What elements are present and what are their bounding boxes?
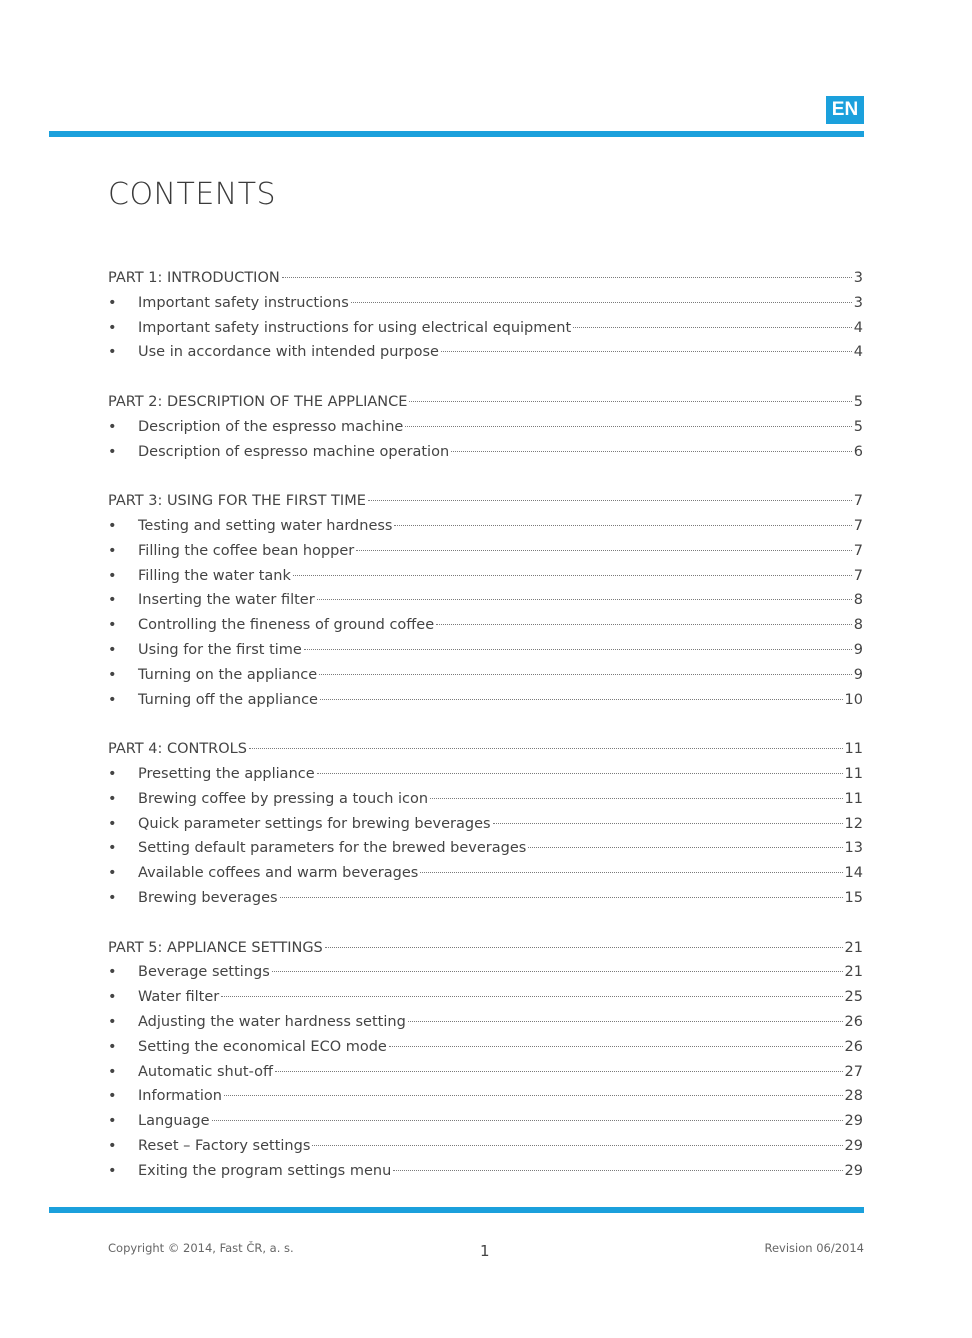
toc-entry[interactable] — [108, 812, 863, 837]
dot-leader — [393, 1170, 842, 1171]
dot-leader — [312, 1145, 842, 1146]
page-number: 26 — [844, 1013, 863, 1030]
entry-label: Testing and setting water hardness — [138, 517, 393, 534]
bullet-icon: • — [108, 517, 117, 534]
dot-leader — [325, 947, 843, 948]
page-number: 28 — [844, 1088, 863, 1105]
toc-part-heading[interactable] — [108, 936, 863, 961]
entry-label: Exiting the program settings menu — [138, 1162, 392, 1179]
toc-entry[interactable] — [108, 316, 863, 341]
footer-copyright: Copyright © 2014, Fast ČR, a. s. — [108, 1241, 294, 1255]
toc-entry[interactable] — [108, 1060, 863, 1085]
toc-part-heading[interactable] — [108, 266, 863, 291]
entry-label: Quick parameter settings for brewing beverages — [138, 815, 491, 832]
dot-leader — [493, 823, 843, 824]
dot-leader — [430, 798, 842, 799]
toc-entry[interactable] — [108, 613, 863, 638]
bullet-icon: • — [108, 1088, 117, 1105]
dot-leader — [441, 351, 852, 352]
bullet-icon: • — [108, 344, 117, 361]
page-number: 3 — [853, 294, 863, 311]
bullet-icon: • — [108, 617, 117, 634]
entry-label: Filling the water tank — [138, 567, 291, 584]
dot-leader — [293, 575, 852, 576]
toc-entry[interactable] — [108, 836, 863, 861]
dot-leader — [280, 897, 843, 898]
toc-entry[interactable] — [108, 588, 863, 613]
toc-entry[interactable] — [108, 688, 863, 713]
bullet-icon: • — [108, 567, 117, 584]
toc-entry[interactable] — [108, 539, 863, 564]
language-badge: EN — [826, 96, 864, 124]
toc-entry[interactable] — [108, 638, 863, 663]
footer-rule — [49, 1207, 864, 1213]
bullet-icon: • — [108, 1038, 117, 1055]
dot-leader — [275, 1071, 843, 1072]
page-number: 5 — [853, 393, 863, 410]
toc-entry[interactable] — [108, 985, 863, 1010]
toc-section — [108, 390, 863, 464]
toc-part-heading[interactable] — [108, 737, 863, 762]
page-number: 7 — [853, 567, 863, 584]
page-number: 27 — [844, 1063, 863, 1080]
bullet-icon: • — [108, 865, 117, 882]
entry-label: Setting the economical ECO mode — [138, 1038, 387, 1055]
page-title: CONTENTS — [108, 177, 277, 212]
entry-label: Using for the first time — [138, 641, 302, 658]
page-number: 7 — [853, 493, 863, 510]
part-heading-label: PART 3: USING FOR THE FIRST TIME — [108, 493, 366, 510]
entry-label: Filling the coffee bean hopper — [138, 542, 355, 559]
bullet-icon: • — [108, 889, 117, 906]
entry-label: Water filter — [138, 989, 220, 1006]
entry-label: Brewing coffee by pressing a touch icon — [138, 790, 429, 807]
entry-label: Language — [138, 1113, 210, 1130]
toc-part-heading[interactable] — [108, 390, 863, 415]
page-number: 11 — [844, 741, 863, 758]
bullet-icon: • — [108, 815, 117, 832]
bullet-icon: • — [108, 790, 117, 807]
dot-leader — [405, 426, 851, 427]
dot-leader — [272, 971, 843, 972]
page-number: 8 — [853, 592, 863, 609]
dot-leader — [420, 872, 842, 873]
toc-entry[interactable] — [108, 1109, 863, 1134]
entry-label: Use in accordance with intended purpose — [138, 344, 439, 361]
dot-leader — [451, 451, 852, 452]
entry-label: Information — [138, 1088, 222, 1105]
dot-leader — [317, 773, 843, 774]
bullet-icon: • — [108, 592, 117, 609]
toc-part-heading[interactable] — [108, 489, 863, 514]
page-number: 7 — [853, 542, 863, 559]
footer-page-number: 1 — [480, 1242, 490, 1260]
toc-entry[interactable] — [108, 291, 863, 316]
dot-leader — [319, 674, 852, 675]
part-heading-label: PART 2: DESCRIPTION OF THE APPLIANCE — [108, 393, 408, 410]
bullet-icon: • — [108, 542, 117, 559]
dot-leader — [408, 1021, 843, 1022]
bullet-icon: • — [108, 1113, 117, 1130]
page-number: 6 — [853, 443, 863, 460]
dot-leader — [436, 624, 852, 625]
toc-entry[interactable] — [108, 514, 863, 539]
toc-entry[interactable] — [108, 960, 863, 985]
entry-label: Inserting the water filter — [138, 592, 315, 609]
toc-section — [108, 266, 863, 365]
bullet-icon: • — [108, 1063, 117, 1080]
dot-leader — [221, 996, 842, 997]
bullet-icon: • — [108, 691, 117, 708]
dot-leader — [573, 327, 852, 328]
bullet-icon: • — [108, 1013, 117, 1030]
page-number: 9 — [853, 641, 863, 658]
entry-label: Beverage settings — [138, 964, 270, 981]
page-number: 8 — [853, 617, 863, 634]
toc-entry[interactable] — [108, 440, 863, 465]
toc-section — [108, 489, 863, 712]
entry-label: Important safety instructions for using electrical equipment — [138, 319, 572, 336]
dot-leader — [282, 277, 852, 278]
toc-entry[interactable] — [108, 663, 863, 688]
page-number: 4 — [853, 319, 863, 336]
page-number: 14 — [844, 865, 863, 882]
toc-entry[interactable] — [108, 564, 863, 589]
toc-entry[interactable] — [108, 886, 863, 911]
dot-leader — [389, 1046, 843, 1047]
entry-label: Turning off the appliance — [138, 691, 318, 708]
bullet-icon: • — [108, 989, 117, 1006]
entry-label: Setting default parameters for the brewed beverages — [138, 840, 527, 857]
page-number: 15 — [844, 889, 863, 906]
dot-leader — [368, 500, 852, 501]
page-number: 29 — [844, 1137, 863, 1154]
entry-label: Important safety instructions — [138, 294, 349, 311]
dot-leader — [356, 550, 852, 551]
entry-label: Adjusting the water hardness setting — [138, 1013, 406, 1030]
page-number: 13 — [844, 840, 863, 857]
entry-label: Presetting the appliance — [138, 765, 315, 782]
toc-section — [108, 737, 863, 911]
bullet-icon: • — [108, 319, 117, 336]
page-number: 9 — [853, 666, 863, 683]
header-rule — [49, 131, 864, 137]
page-number: 4 — [853, 344, 863, 361]
page-number: 3 — [853, 270, 863, 286]
toc-entry[interactable] — [108, 340, 863, 365]
entry-label: Description of the espresso machine — [138, 418, 404, 435]
part-heading-label: PART 1: INTRODUCTION — [108, 270, 280, 286]
bullet-icon: • — [108, 765, 117, 782]
toc-entry[interactable] — [108, 1035, 863, 1060]
bullet-icon: • — [108, 840, 117, 857]
page-number: 11 — [844, 765, 863, 782]
entry-label: Automatic shut-off — [138, 1063, 273, 1080]
table-of-contents — [108, 266, 863, 1208]
entry-label: Available coffees and warm beverages — [138, 865, 419, 882]
dot-leader — [528, 847, 842, 848]
bullet-icon: • — [108, 666, 117, 683]
dot-leader — [212, 1120, 843, 1121]
page-number: 21 — [844, 939, 863, 956]
toc-entry[interactable] — [108, 861, 863, 886]
toc-section — [108, 936, 863, 1184]
entry-label: Turning on the appliance — [138, 666, 318, 683]
page-number: 29 — [844, 1162, 863, 1179]
bullet-icon: • — [108, 294, 117, 311]
dot-leader — [409, 401, 851, 402]
toc-entry[interactable] — [108, 1084, 863, 1109]
entry-label: Reset – Factory settings — [138, 1137, 311, 1154]
toc-entry[interactable] — [108, 1159, 863, 1184]
entry-label: Description of espresso machine operation — [138, 443, 450, 460]
page-number: 29 — [844, 1113, 863, 1130]
part-heading-label: PART 4: CONTROLS — [108, 741, 247, 758]
page-number: 11 — [844, 790, 863, 807]
footer-revision: Revision 06/2014 — [764, 1241, 864, 1255]
toc-entry[interactable] — [108, 415, 863, 440]
bullet-icon: • — [108, 443, 117, 460]
entry-label: Controlling the fineness of ground coffee — [138, 617, 435, 634]
bullet-icon: • — [108, 418, 117, 435]
page-number: 12 — [844, 815, 863, 832]
dot-leader — [320, 699, 843, 700]
page-number: 10 — [844, 691, 863, 708]
bullet-icon: • — [108, 1162, 117, 1179]
page-number: 25 — [844, 989, 863, 1006]
dot-leader — [351, 302, 852, 303]
bullet-icon: • — [108, 964, 117, 981]
dot-leader — [224, 1095, 843, 1096]
page-number: 7 — [853, 517, 863, 534]
toc-entry[interactable] — [108, 1134, 863, 1159]
bullet-icon: • — [108, 641, 117, 658]
bullet-icon: • — [108, 1137, 117, 1154]
dot-leader — [317, 599, 852, 600]
page-number: 26 — [844, 1038, 863, 1055]
toc-entry[interactable] — [108, 787, 863, 812]
dot-leader — [394, 525, 851, 526]
toc-entry[interactable] — [108, 1010, 863, 1035]
page-number: 5 — [853, 418, 863, 435]
part-heading-label: PART 5: APPLIANCE SETTINGS — [108, 939, 323, 956]
page-number: 21 — [844, 964, 863, 981]
dot-leader — [249, 748, 843, 749]
toc-entry[interactable] — [108, 762, 863, 787]
dot-leader — [304, 649, 852, 650]
entry-label: Brewing beverages — [138, 889, 278, 906]
